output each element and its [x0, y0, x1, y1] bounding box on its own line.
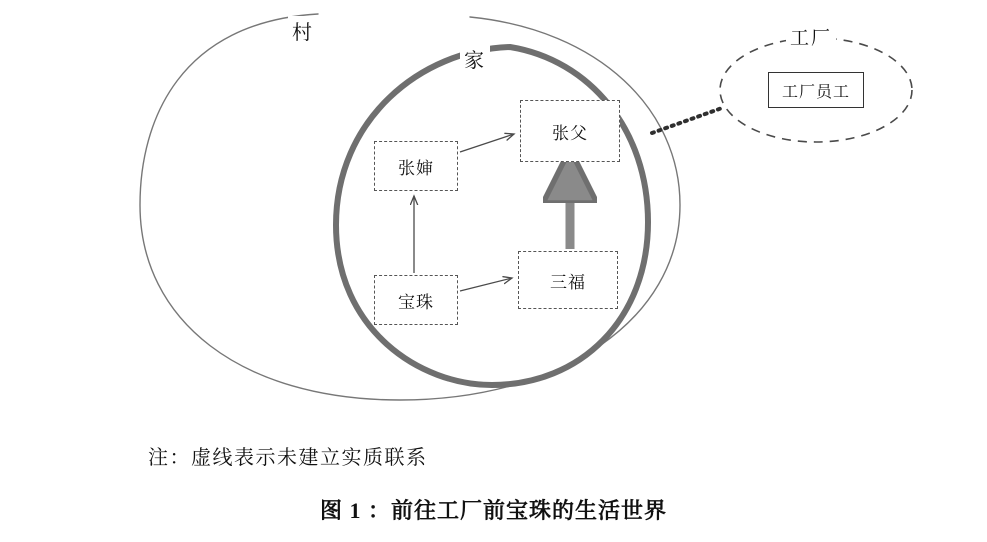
caption-text: ：前往工厂前宝珠的生活世界: [368, 498, 668, 523]
edge-baozhu-sanfu: [460, 278, 512, 291]
node-factory-worker: [768, 72, 864, 108]
home-boundary: [336, 47, 648, 385]
node-label: 三福: [550, 272, 586, 292]
figure-caption: [0, 494, 987, 525]
edge-zhangshen-zhangfu: [460, 134, 514, 152]
node-zhangshen: [374, 141, 458, 191]
node-label: 张父: [552, 123, 588, 143]
area-label-village: 村: [288, 16, 318, 45]
node-baozhu: [374, 275, 458, 325]
edge-home-factory: [652, 108, 722, 133]
node-label: 宝珠: [398, 292, 434, 312]
node-sanfu: [518, 251, 618, 309]
figure-note: 注：虚线表示未建立实质联系: [148, 447, 428, 469]
area-label-home: 家: [460, 44, 490, 73]
caption-prefix: 图: [319, 498, 343, 523]
area-label-factory: 工厂: [786, 23, 836, 50]
node-label: 工厂员工: [781, 83, 850, 101]
node-zhangfu: [520, 100, 620, 162]
node-label: 张婶: [398, 158, 434, 178]
caption-number: 1: [349, 498, 362, 523]
